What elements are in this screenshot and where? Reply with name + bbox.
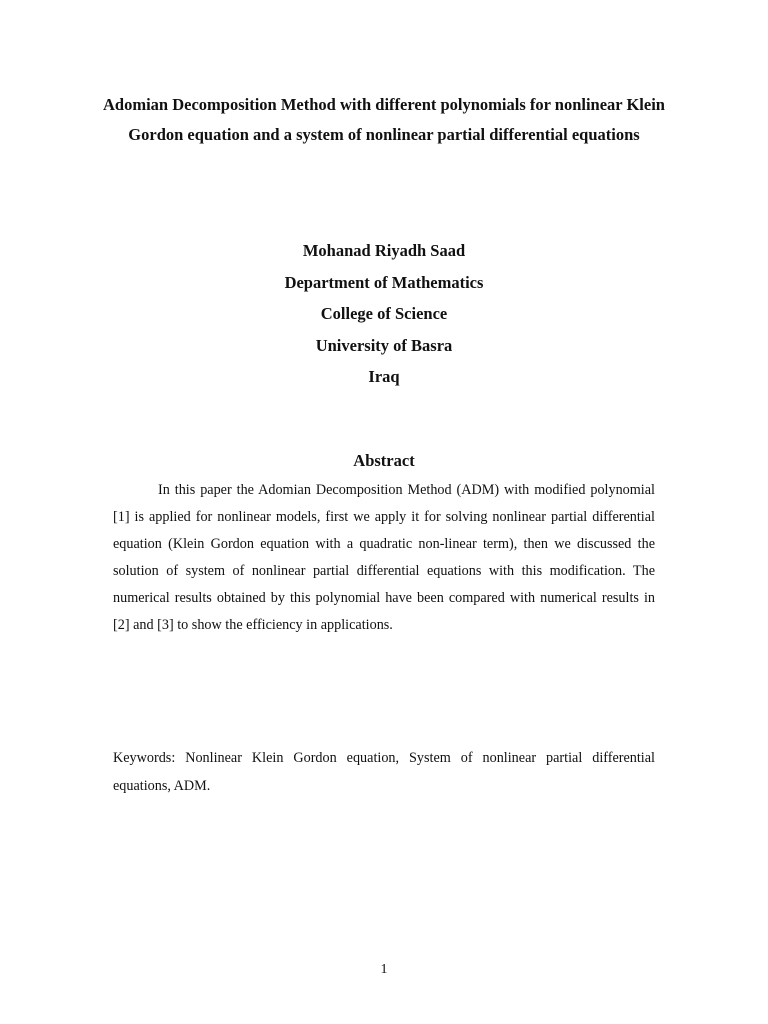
page-number: 1 xyxy=(380,962,388,977)
author-department: Department of Mathematics xyxy=(284,272,484,292)
abstract-heading: Abstract xyxy=(353,451,415,470)
author-college: College of Science xyxy=(320,304,448,323)
paper-title: Adomian Decomposition Method with different polynomials for nonlinear Klein Gordon equation and a system of nonlinear partial differential equations xyxy=(103,95,665,144)
author-country: Iraq xyxy=(368,367,400,386)
author-block xyxy=(134,235,634,393)
abstract-text: In this paper the Adomian Decomposition Method (ADM) with modified polynomial [1] is applied for nonlinear models, first we apply it for solving nonlinear partial differential equation (Klein Gordon equation with a quadratic non-linear term), then we discussed the solution of system of nonlinear partial differential equations with this modification. The numerical results obtained by this polynomial have been compared with numerical results in [2] and [3] to show the efficiency in applications. xyxy=(113,482,655,633)
author-name: Mohanad Riyadh Saad xyxy=(302,241,466,260)
author-university: University of Basra xyxy=(315,335,453,355)
keywords: Keywords: Nonlinear Klein Gordon equation, System of nonlinear partial differential equations, ADM. xyxy=(113,750,655,794)
